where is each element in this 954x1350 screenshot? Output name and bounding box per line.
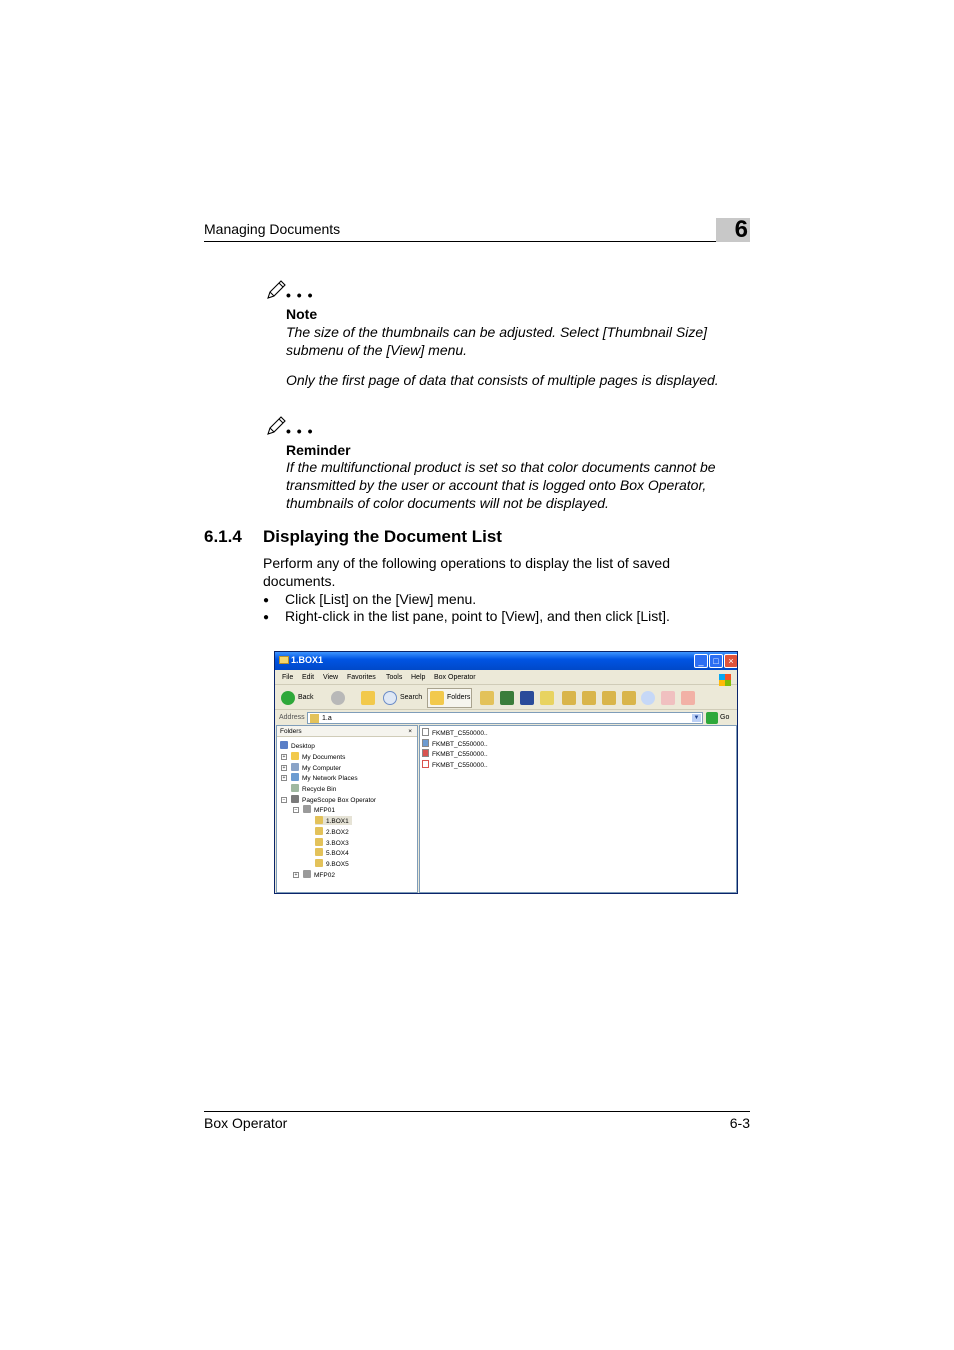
pdf-file-icon	[422, 760, 429, 768]
toolbar	[275, 686, 737, 710]
box-import-icon[interactable]	[602, 691, 616, 705]
bullet-dot: ●	[263, 595, 270, 606]
expand-icon[interactable]: +	[294, 872, 298, 878]
menu-box-operator[interactable]: Box Operator	[434, 674, 476, 681]
collapse-icon[interactable]: −	[282, 797, 286, 803]
section-intro: Perform any of the following operations to display the list of saved documents.	[263, 555, 670, 589]
explorer-window	[274, 651, 738, 894]
image-file-icon	[422, 739, 429, 747]
expand-icon[interactable]: +	[282, 754, 286, 760]
address-value: 1.a	[322, 715, 332, 722]
file-row[interactable]: FKMBT_C550000..	[422, 760, 488, 769]
chevron-down-icon[interactable]: ▼	[693, 715, 700, 721]
close-icon[interactable]: ×	[408, 728, 412, 735]
up-folder-icon[interactable]	[361, 691, 375, 705]
folders-pane-header	[277, 726, 417, 737]
box-icon	[310, 714, 319, 723]
pencil-icon	[265, 415, 287, 437]
maximize-button[interactable]: □	[709, 654, 723, 668]
bullet-item: ● Right-click in the list pane, point to [View], and then click [List].	[263, 608, 670, 624]
section-title: Displaying the Document List	[263, 527, 502, 546]
close-button[interactable]: ×	[724, 654, 738, 668]
tree-item-my-documents[interactable]: My Documents	[291, 752, 345, 761]
reminder-paragraph: If the multifunctional product is set so that color documents cannot be transmitted by the user or account that is logged onto Box Operator, thumbnails of color documents will not be displayed.	[286, 459, 716, 511]
file-row[interactable]: FKMBT_C550000..	[422, 739, 488, 748]
chapter-number: 6	[734, 216, 748, 243]
tree-item-my-network-places[interactable]: My Network Places	[291, 773, 358, 782]
tree-item-mfp01[interactable]: MFP01	[303, 805, 335, 814]
note-paragraph-1: The size of the thumbnails can be adjusted. Select [Thumbnail Size] submenu of the [View] menu.	[286, 324, 708, 358]
note-dots: • • •	[286, 287, 314, 303]
tree-item-box3[interactable]: 3.BOX3	[315, 838, 349, 847]
page-number: 6-3	[729, 1115, 750, 1131]
file-icon	[422, 728, 429, 736]
folder-icon	[291, 752, 299, 760]
go-arrow-icon[interactable]	[706, 712, 718, 724]
menu-help[interactable]: Help	[411, 674, 426, 681]
running-header-title: Managing Documents	[204, 221, 341, 237]
delete-icon[interactable]	[681, 691, 695, 705]
menu-edit[interactable]: Edit	[302, 674, 315, 681]
pdf-file-icon	[422, 749, 429, 757]
save-icon[interactable]	[520, 691, 534, 705]
box-operator-icon	[291, 795, 299, 803]
tree-item-box5[interactable]: 9.BOX5	[315, 859, 349, 868]
tree-item-pagescope-box-operator[interactable]: PageScope Box Operator	[291, 795, 376, 804]
computer-icon	[291, 763, 299, 771]
footer-product-name: Box Operator	[204, 1115, 288, 1131]
tree-item-box1[interactable]: 1.BOX1	[315, 816, 352, 825]
header-rule	[204, 241, 750, 242]
tree-item-box4[interactable]: 5.BOX4	[315, 848, 349, 857]
box-icon	[315, 859, 323, 867]
reminder-dots: • • •	[286, 423, 314, 439]
tree-item-recycle-bin[interactable]: Recycle Bin	[291, 784, 336, 793]
recycle-bin-icon	[291, 784, 299, 792]
box-icon[interactable]	[480, 691, 494, 705]
address-input[interactable]	[307, 712, 703, 724]
menu-tools[interactable]: Tools	[386, 674, 403, 681]
window-titlebar[interactable]	[275, 652, 737, 670]
folders-pane-title: Folders	[280, 728, 302, 735]
search-icon[interactable]	[383, 691, 397, 705]
expand-icon[interactable]: +	[282, 775, 286, 781]
box-icon	[315, 827, 323, 835]
transfer-icon[interactable]	[661, 691, 675, 705]
address-bar	[275, 711, 737, 725]
box-icon	[315, 838, 323, 846]
network-icon	[291, 773, 299, 781]
box-operation-icon[interactable]	[562, 691, 576, 705]
go-label[interactable]: Go	[720, 714, 730, 721]
back-arrow-icon[interactable]	[281, 691, 295, 705]
menu-file[interactable]: File	[282, 674, 294, 681]
window-title: 1.BOX1	[291, 655, 324, 665]
folders-pane[interactable]	[276, 725, 418, 893]
footer-rule	[204, 1111, 750, 1112]
folders-icon	[430, 691, 444, 705]
printer-icon	[303, 805, 311, 813]
back-label[interactable]: Back	[298, 694, 314, 701]
box-icon	[315, 816, 323, 824]
collapse-icon[interactable]: −	[294, 807, 298, 813]
tree-item-box2[interactable]: 2.BOX2	[315, 827, 349, 836]
tree-item-mfp02[interactable]: MFP02	[303, 870, 335, 879]
note-heading: Note	[286, 306, 318, 322]
folders-label: Folders	[447, 694, 471, 701]
box-copy-icon[interactable]	[622, 691, 636, 705]
windows-logo-icon	[719, 674, 731, 686]
menu-view[interactable]: View	[323, 674, 339, 681]
refresh-icon[interactable]	[641, 691, 655, 705]
address-label: Address	[279, 714, 305, 721]
list-pane[interactable]	[419, 725, 737, 893]
section-heading	[204, 527, 502, 547]
file-row[interactable]: FKMBT_C550000..	[422, 728, 488, 737]
pencil-icon	[265, 279, 287, 301]
search-label[interactable]: Search	[400, 694, 423, 701]
file-row[interactable]: FKMBT_C550000..	[422, 749, 488, 758]
desktop-icon	[280, 741, 288, 749]
box-export-icon[interactable]	[582, 691, 596, 705]
note-paragraph-2: Only the first page of data that consists of multiple pages is displayed.	[286, 372, 719, 388]
box-icon	[315, 848, 323, 856]
bullet-dot: ●	[263, 612, 270, 623]
printer-icon	[303, 870, 311, 878]
reminder-heading: Reminder	[286, 442, 351, 458]
forward-arrow-icon[interactable]	[331, 691, 345, 705]
menu-favorites[interactable]: Favorites	[347, 674, 376, 681]
tree-item-my-computer[interactable]: My Computer	[291, 763, 341, 772]
thumbnail-view-icon[interactable]	[500, 691, 514, 705]
document-icon[interactable]	[540, 691, 554, 705]
section-number: 6.1.4	[204, 527, 242, 546]
minimize-button[interactable]: _	[694, 654, 708, 668]
bullet-item: ● Click [List] on the [View] menu.	[263, 591, 477, 607]
expand-icon[interactable]: +	[282, 765, 286, 771]
tree-item-desktop[interactable]: Desktop	[280, 741, 315, 750]
folder-icon	[279, 656, 289, 664]
menu-bar	[275, 671, 737, 685]
